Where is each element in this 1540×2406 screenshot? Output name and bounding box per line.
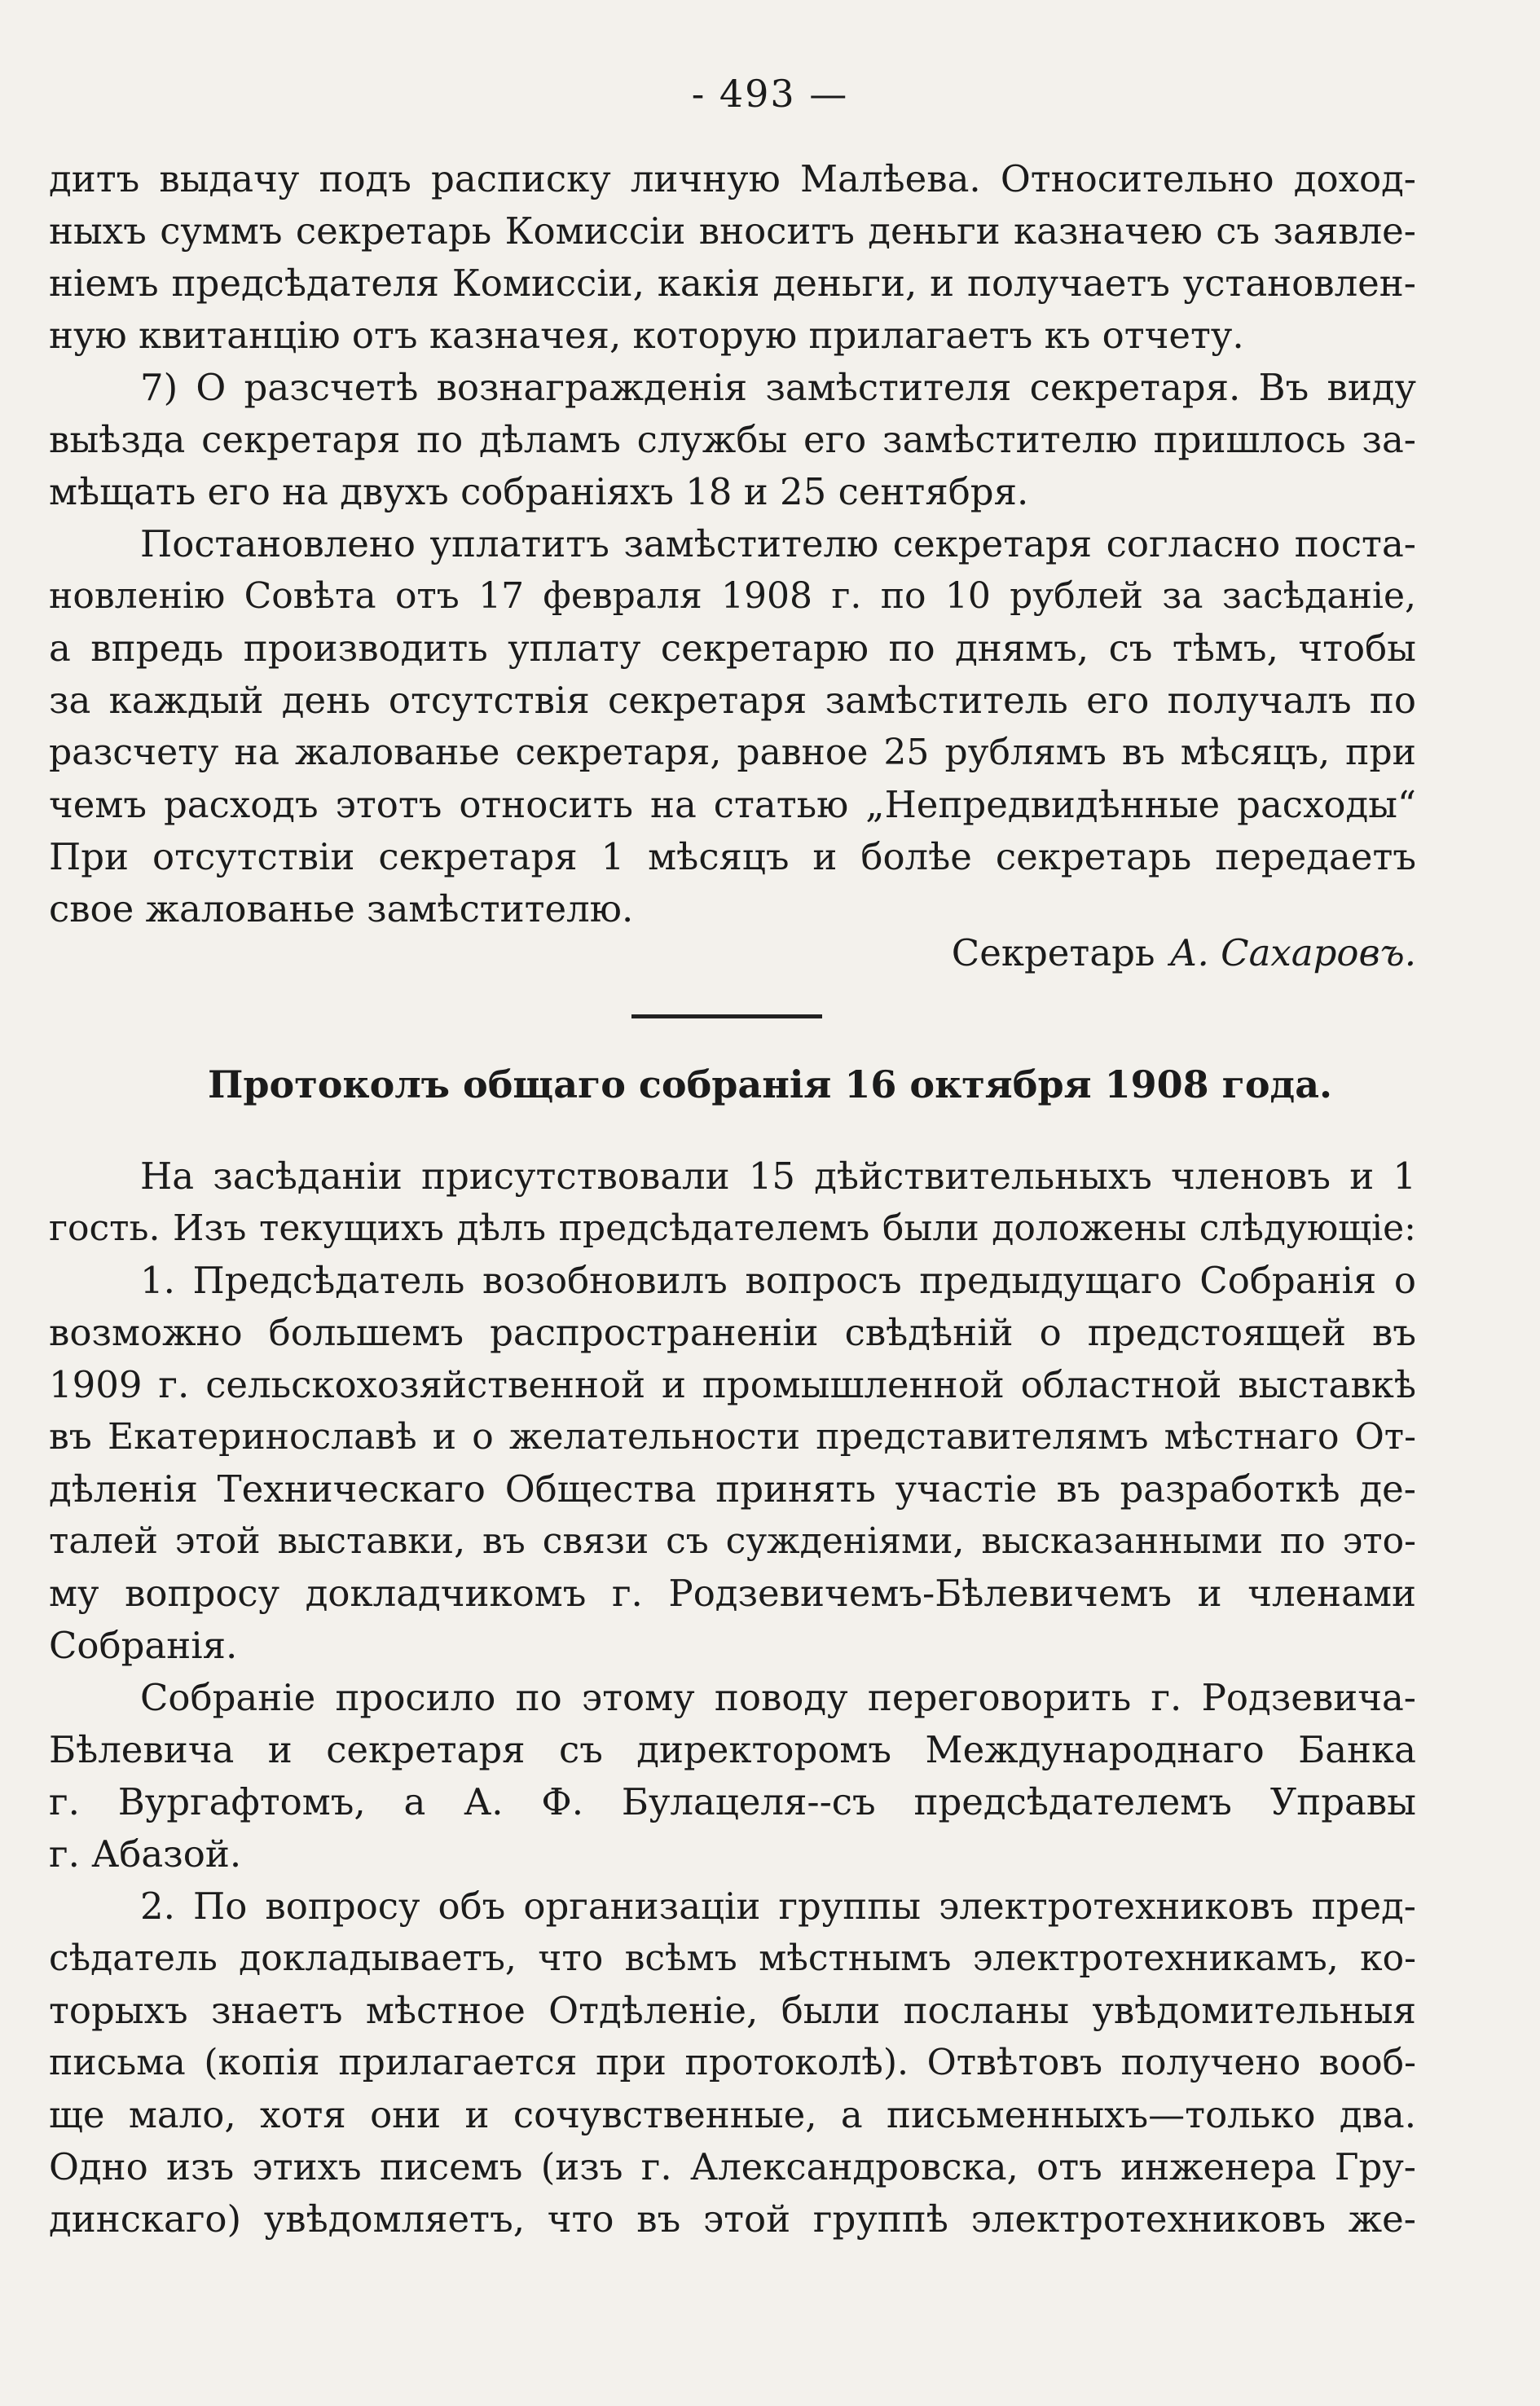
text-line: въ Екатеринославѣ и о желательности представителямъ мѣстнаго От- [49,1416,1416,1458]
text-line: На засѣданіи присутствовали 15 дѣйствительныхъ членовъ и 1 [140,1155,1416,1198]
text-line: ніемъ предсѣдателя Комиссіи, какія деньги, и получаетъ установлен- [49,262,1416,305]
text-line: Постановлено уплатитъ замѣстителю секретаря согласно поста- [140,522,1416,565]
text-line: сѣдатель докладываетъ, что всѣмъ мѣстнымъ электротехникамъ, ко- [49,1938,1416,1979]
text-line: ныхъ суммъ секретарь Комиссіи вноситъ деньги казначею съ заявле- [49,209,1416,253]
text-line: а впредь производить уплату секретарю по днямъ, съ тѣмъ, чтобы [49,627,1416,670]
text-line: мѣщать его на двухъ собраніяхъ 18 и 25 сентября. [49,470,1029,513]
text-line: 1909 г. сельскохозяйственной и промышленной областной выставкѣ [49,1363,1416,1406]
signature-name: А. Сахаровъ. [1169,931,1416,974]
text-line: талей этой выставки, въ связи съ сужденіями, высказанными по это- [49,1520,1416,1562]
text-line: Одно изъ этихъ писемъ (изъ г. Александровска, отъ инженера Гру- [49,2145,1416,2188]
text-line: 2. По вопросу объ организаціи группы электротехниковъ пред- [140,1885,1416,1928]
text-line: новленію Совѣта отъ 17 февраля 1908 г. по 10 рублей за засѣданіе, [49,575,1416,617]
text-line: 7) О разсчетѣ вознагражденія замѣстителя секретаря. Въ виду [140,366,1416,409]
text-line: гость. Изъ текущихъ дѣлъ предсѣдателемъ были доложены слѣдующіе: [49,1207,1416,1249]
text-line: за каждый день отсутствія секретаря замѣститель его получалъ по [49,679,1416,722]
text-line: ще мало, хотя они и сочувственные, а письменныхъ—только два. [49,2093,1416,2136]
text-line: разсчету на жалованье секретаря, равное 25 рублямъ въ мѣсяцъ, при [49,732,1416,773]
signature [952,927,1416,979]
text-line: письма (копія прилагается при протоколѣ). Отвѣтовъ получено вооб- [49,2042,1416,2083]
text-line: свое жалованье замѣстителю. [49,887,634,930]
text-line: 1. Предсѣдатель возобновилъ вопросъ предыдущаго Собранія о [140,1259,1416,1302]
text-line: дитъ выдачу подъ расписку личную Малѣева. Относительно доход- [49,157,1416,200]
signature-role: Секретарь [951,931,1155,974]
text-line: Бѣлевича и секретаря съ директоромъ Международнаго Банка [49,1728,1416,1771]
bottom-text-block [49,1150,1416,2245]
text-line: динскаго) увѣдомляетъ, что въ этой группѣ электротехниковъ же- [49,2197,1416,2241]
text-line: г. Вургафтомъ, а А. Ф. Булацеля--съ предсѣдателемъ Управы [49,1780,1416,1823]
text-line: г. Абазой. [49,1832,242,1876]
text-line: торыхъ знаетъ мѣстное Отдѣленіе, были посланы увѣдомительныя [49,1989,1416,2032]
text-line: чемъ расходъ этотъ относить на статью „Непредвидѣнные расходы“ [49,783,1416,826]
text-line: выѣзда секретаря по дѣламъ службы его замѣстителю пришлось за- [49,418,1416,461]
top-text-block [49,153,1416,935]
page-number: - 493 — [691,72,849,116]
text-line: ную квитанцію отъ казначея, которую прилагаетъ къ отчету. [49,314,1244,357]
text-line: Собраніе просило по этому поводу переговорить г. Родзевича- [140,1676,1416,1719]
protocol-heading: Протоколъ общаго собранія 16 октября 1908 года. [207,1062,1333,1106]
text-line: возможно большемъ распространеніи свѣдѣній о предстоящей въ [49,1311,1416,1354]
section-divider [631,1014,822,1018]
text-line: Собранія. [49,1624,238,1667]
text-line: му вопросу докладчикомъ г. Родзевичемъ-Бѣлевичемъ и членами [49,1572,1416,1615]
text-line: дѣленія Техническаго Общества принять участіе въ разработкѣ де- [49,1467,1416,1511]
text-line: При отсутствіи секретаря 1 мѣсяцъ и болѣе секретарь передаетъ [49,835,1416,878]
